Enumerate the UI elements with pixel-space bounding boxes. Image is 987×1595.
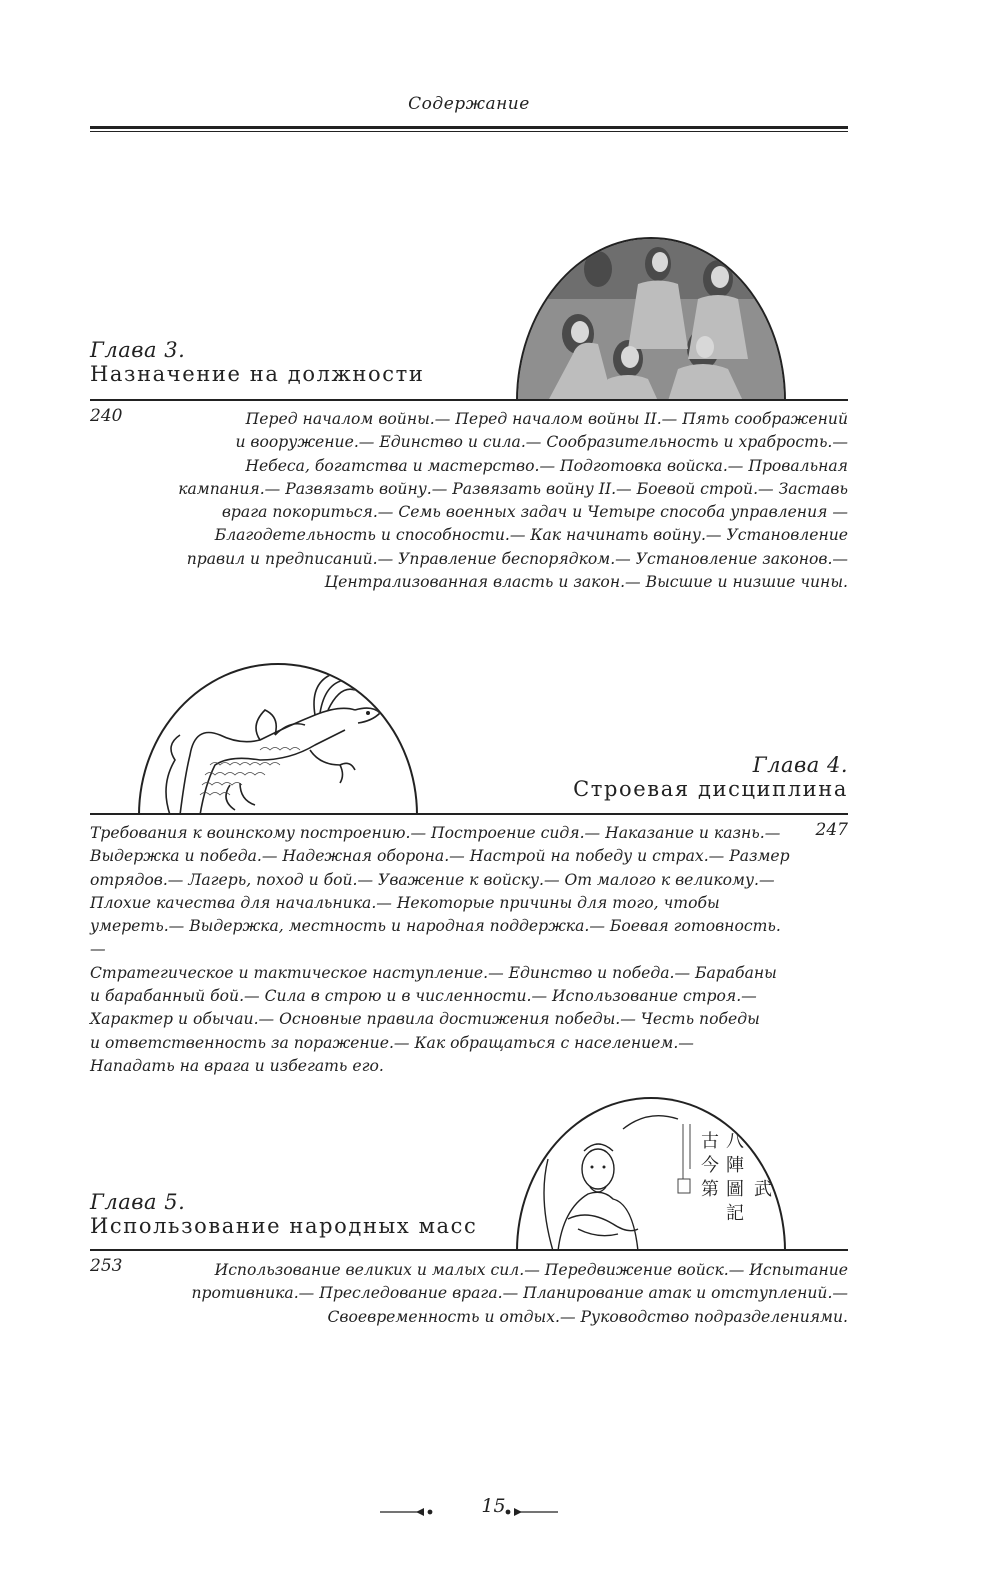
calligraphy-char: 記 [726,1203,744,1224]
summary-line: Характер и обычаи.— Основные правила достижения победы.— Честь победы [90,1010,760,1029]
calligraphy-char: 圖 [726,1179,744,1200]
chapter-4-heading [90,753,848,801]
chapter-5-heading [90,1190,848,1238]
chapter-3-summary [160,408,848,594]
chapter-4-summary [90,822,790,1078]
summary-line: Требования к воинскому построению.— Построение сидя.— Наказание и казнь.— [90,824,781,842]
chapter-3-heading [90,338,848,386]
chapter-number: Глава 4. [752,753,848,777]
chapter-3-rule [90,399,848,401]
summary-line: Перед началом войны.— Перед началом войны II.— Пять соображений [245,410,848,428]
summary-line: Своевременность и отдых.— Руководство подразделениями. [327,1307,848,1326]
calligraphy-char: 古 [701,1131,719,1152]
summary-line: Стратегическое и тактическое наступление.— Единство и победа.— Барабаны [90,963,777,982]
chapter-3-page-number: 240 [90,406,123,426]
calligraphy-char: 吳 [754,1131,772,1152]
summary-line: Централизованная власть и закон.— Высшие и низшие чины. [324,573,848,592]
calligraphy-char: 陣 [726,1155,744,1176]
footer-ornament-right [500,1506,558,1518]
summary-line: Выдержка и победа.— Надежная оборона.— Настрой на победу и страх.— Размер [90,847,790,866]
summary-line: и вооружение.— Единство и сила.— Сообразительность и храбрость.— [235,433,848,452]
chapter-title: Использование народных масс [90,1214,478,1238]
calligraphy-char: 武 [754,1179,772,1200]
summary-line: Нападать на врага и избегать его. [90,1056,384,1075]
chapter-number: Глава 3. [90,338,186,362]
chapter-4-rule [90,813,848,815]
header-double-rule [90,126,848,132]
summary-line: умереть.— Выдержка, местность и народная поддержка.— Боевая готовность.— [90,917,781,959]
summary-line: Небеса, богатства и мастерство.— Подготовка войска.— Провальная [245,456,848,475]
calligraphy-char: 八 [726,1131,744,1152]
summary-line: отрядов.— Лагерь, поход и бой.— Уважение к войску.— От малого к великому.— [90,870,775,889]
calligraphy-char: 今 [701,1155,719,1176]
summary-line: Благодетельность и способности.— Как начинать войну.— Установление [214,526,848,545]
summary-line: правил и предписаний.— Управление беспорядком.— Установление законов.— [186,549,848,568]
summary-line: противника.— Преследование врага.— Планирование атак и отступлений.— [191,1284,848,1303]
chapter-number: Глава 5. [90,1190,186,1214]
chapter-title: Назначение на должности [90,362,425,386]
calligraphy-char: 第 [701,1179,719,1200]
chapter-4-page-number: 247 [815,820,848,840]
summary-line: и ответственность за поражение.— Как обращаться с населением.— [90,1033,694,1052]
chapter-5-page-number: 253 [90,1256,123,1276]
chapter-5-rule [90,1249,848,1251]
chapter-title: Строевая дисциплина [573,777,848,801]
chapter-5-summary [160,1259,848,1329]
running-head: Содержание [408,94,530,114]
summary-line: Плохие качества для начальника.— Некоторые причины для того, чтобы [90,893,720,912]
summary-line: врага покориться.— Семь военных задач и Четыре способа управления — [221,503,848,522]
summary-line: кампания.— Развязать войну.— Развязать войну II.— Боевой строй.— Заставь [178,479,848,498]
page-number: 15 [481,1495,506,1517]
summary-line: Использование великих и малых сил.— Передвижение войск.— Испытание [214,1261,848,1279]
summary-line: и барабанный бой.— Сила в строю и в численности.— Использование строя.— [90,987,757,1006]
